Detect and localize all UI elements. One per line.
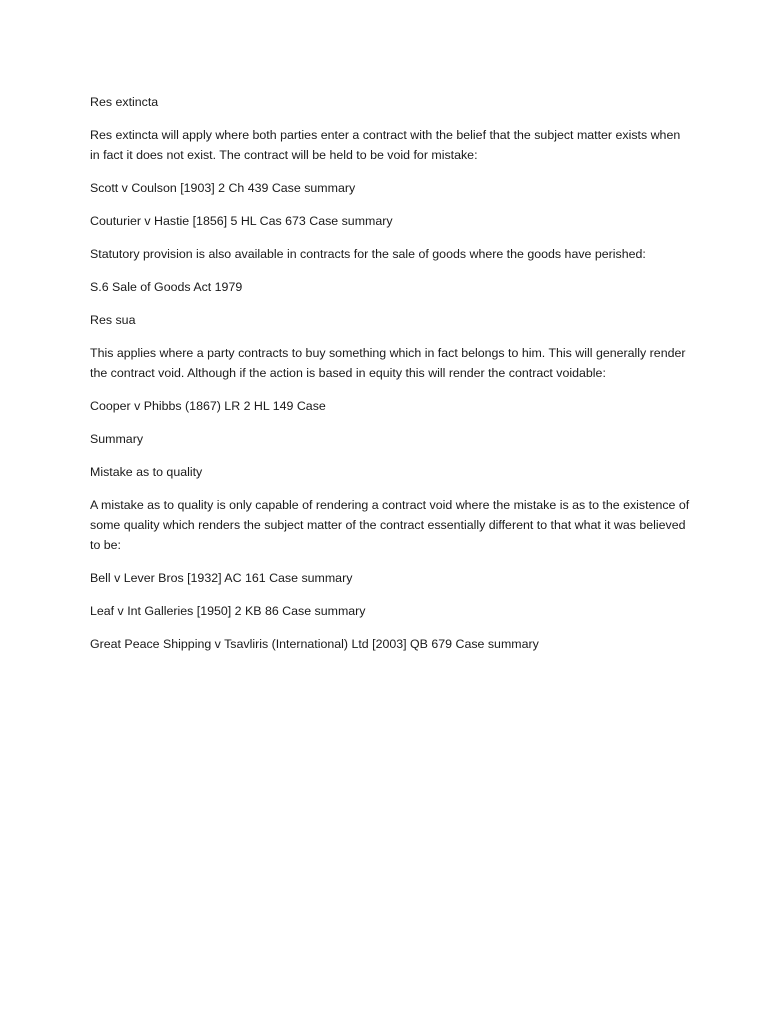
heading-res-sua: Res sua <box>90 313 136 327</box>
heading-mistake-as-to-quality: Mistake as to quality <box>90 465 203 479</box>
document-body <box>90 92 690 667</box>
case-bell-v-lever-bros: Bell v Lever Bros [1932] AC 161 Case summary <box>90 571 353 585</box>
case-cooper-v-phibbs: Cooper v Phibbs (1867) LR 2 HL 149 Case <box>90 399 326 413</box>
summary-label: Summary <box>90 432 144 446</box>
paragraph-res-extincta: Res extincta will apply where both parties enter a contract with the belief that the subject matter exists when in fact it does not exist. The contract will be held to be void for mistake: <box>90 128 681 162</box>
paragraph-statutory-provision: Statutory provision is also available in contracts for the sale of goods where the goods have perished: <box>90 247 646 261</box>
paragraph-mistake-as-to-quality: A mistake as to quality is only capable of rendering a contract void where the mistake is as to the existence of some quality which renders the subject matter of the contract essentially different to that what it was believed to be: <box>90 498 690 552</box>
case-couturier-v-hastie: Couturier v Hastie [1856] 5 HL Cas 673 Case summary <box>90 214 393 228</box>
statute-sale-of-goods-act: S.6 Sale of Goods Act 1979 <box>90 280 243 294</box>
case-scott-v-coulson: Scott v Coulson [1903] 2 Ch 439 Case summary <box>90 181 356 195</box>
case-great-peace-shipping: Great Peace Shipping v Tsavliris (International) Ltd [2003] QB 679 Case summary <box>90 637 539 651</box>
heading-res-extincta: Res extincta <box>90 95 159 109</box>
case-leaf-v-int-galleries: Leaf v Int Galleries [1950] 2 KB 86 Case summary <box>90 604 366 618</box>
paragraph-res-sua: This applies where a party contracts to buy something which in fact belongs to him. This will generally render the contract void. Although if the action is based in equity this will render the contract voidable: <box>90 346 686 380</box>
